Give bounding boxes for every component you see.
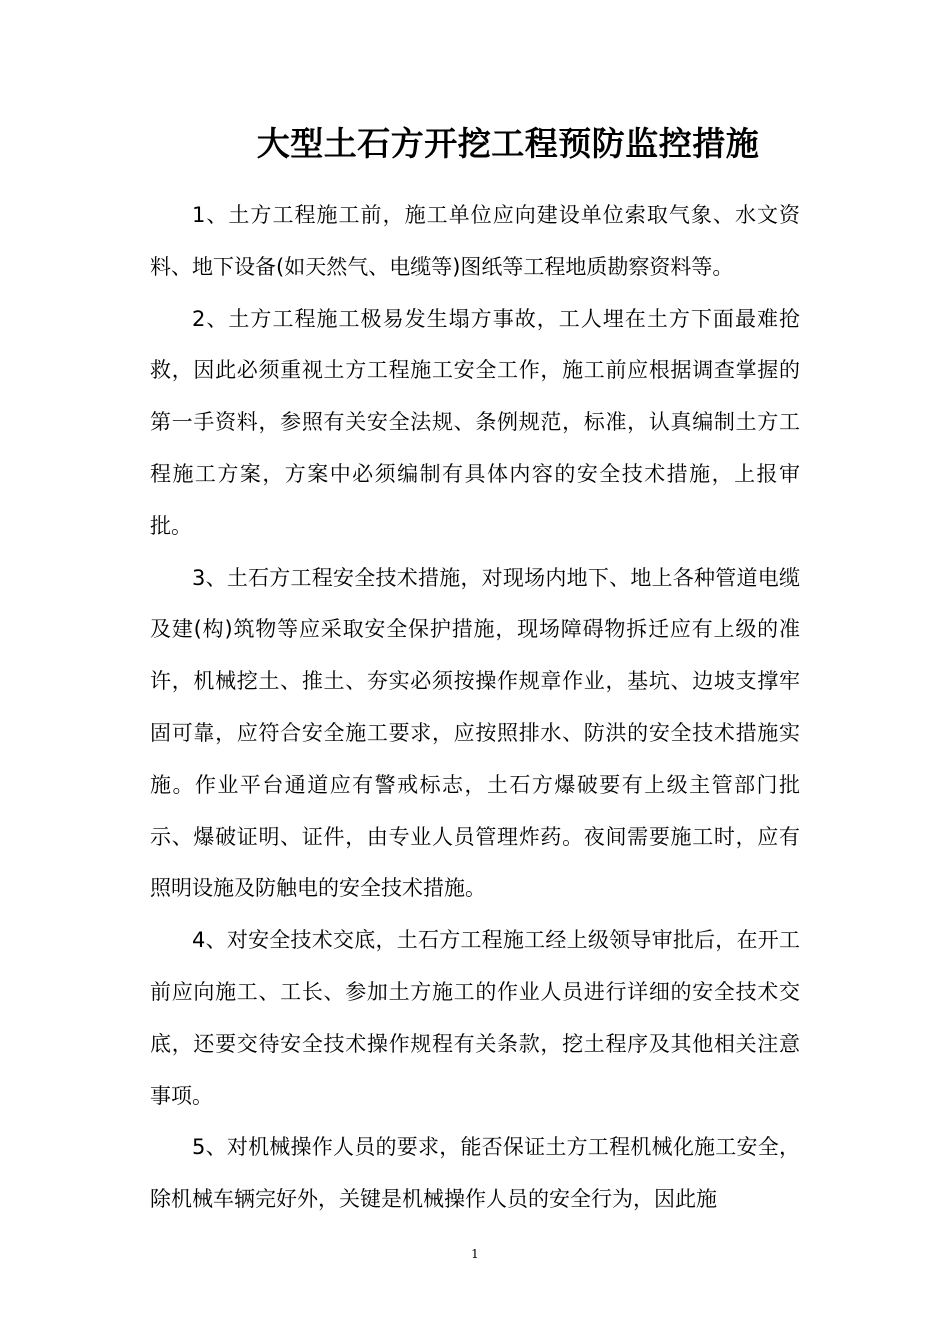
paragraph-1: 1、土方工程施工前，施工单位应向建设单位索取气象、水文资料、地下设备(如天然气、电缆等)图纸等工程地质勘察资料等。 — [150, 203, 800, 279]
paragraph-5: 5、对机械操作人员的要求，能否保证土方工程机械化施工安全，除机械车辆完好外，关键是机械操作人员的安全行为，因此施 — [150, 1135, 800, 1212]
document-body — [150, 190, 800, 1226]
paragraph-3: 3、土石方工程安全技术措施，对现场内地下、地上各种管道电缆及建(构)筑物等应采取安全保护措施，现场障碍物拆迁应有上级的准许，机械挖土、推土、夯实必须按操作规章作业，基坑、边坡支撑牢固可靠，应符合安全施工要求，应按照排水、防洪的安全技术措施实施。作业平台通道应有警戒标志，土石方爆破要有上级主管部门批示、爆破证明、证件，由专业人员管理炸药。夜间需要施工时，应有照明设施及防触电的安全技术措施。 — [150, 565, 800, 901]
page-number: 1 — [471, 1247, 479, 1261]
document-title: 大型土石方开挖工程预防监控措施 — [256, 124, 760, 163]
paragraph-4: 4、对安全技术交底，土石方工程施工经上级领导审批后，在开工前应向施工、工长、参加土方施工的作业人员进行详细的安全技术交底，还要交待安全技术操作规程有关条款，挖土程序及其他相关注意事项。 — [150, 928, 800, 1108]
paragraph-2: 2、土方工程施工极易发生塌方事故，工人埋在土方下面最难抢救，因此必须重视土方工程施工安全工作，施工前应根据调查掌握的第一手资料，参照有关安全法规、条例规范，标准，认真编制土方工程施工方案，方案中必须编制有具体内容的安全技术措施，上报审批。 — [150, 306, 800, 538]
